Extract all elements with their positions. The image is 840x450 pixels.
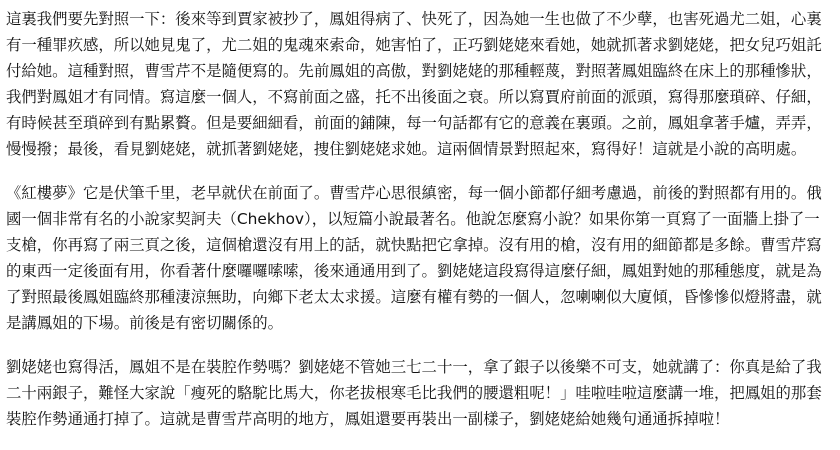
article-body (6, 6, 832, 446)
text-line: 付給她。這種對照，曹雪芹不是隨便寫的。先前鳳姐的高傲，對劉姥姥的那種輕蔑，對照著鳳姐臨終在床上的那種慘狀， (6, 62, 822, 80)
text-line: 二十兩銀子，難怪大家說「瘦死的駱駝比馬大，你老拔根寒毛比我們的腰還粗呢！」哇啦哇啦這麼講一堆，把鳳姐的那套 (6, 384, 822, 402)
text-line: 是講鳳姐的下場。前後是有密切關係的。 (6, 314, 284, 332)
text-line: 慢慢撥；最後，看見劉姥姥，就抓著劉姥姥，捜住劉姥姥求她。這兩個情景對照起來，寫得好！這就是小說的高明處。 (6, 140, 807, 158)
text-line: 裝腔作勢通通打掉了。這就是曹雪芹高明的地方，鳳姐還要再裝出一副樣子，劉姥姥給她幾句通通拆掉啦！ (6, 410, 730, 428)
text-line: 支槍，你再寫了兩三頁之後，這個槍還沒有用上的話，就快點把它拿掉。沒有用的槍，沒有用的細節都是多餘。曹雪芹寫 (6, 236, 822, 254)
paragraph-2 (6, 180, 832, 336)
paragraph-spacer (6, 336, 832, 354)
paragraph-3 (6, 354, 832, 432)
paragraph-1 (6, 6, 832, 162)
text-line: 國一個非常有名的小說家契訶夫（Chekhov），以短篇小說最著名。他說怎麼寫小說？如果你第一頁寫了一面牆上掛了一 (6, 210, 820, 228)
text-line: 有一種罪疚感，所以她見鬼了，尤二姐的鬼魂來索命，她害怕了，正巧劉姥姥來看她，她就抓著求劉姥姥，把女兒巧姐託 (6, 36, 822, 54)
text-line: 的東西一定後面有用，你看著什麼囉囉嗦嗦，後來通通用到了。劉姥姥這段寫得這麼仔細，鳳姐對她的那種態度，就是為 (6, 262, 822, 280)
paragraph-spacer (6, 162, 832, 180)
text-line: 有時候甚至瑣碎到有點累贅。但是要細細看，前面的鋪陳，每一句話都有它的意義在裏頭。之前，鳳姐拿著手爐，弄弄， (6, 114, 822, 132)
text-line: 《紅樓夢》它是伏筆千里，老早就伏在前面了。曹雪芹心思很縝密，每一個小節都仔細考慮過，前後的對照都有用的。俄 (6, 184, 822, 202)
text-line: 劉姥姥也寫得活，鳳姐不是在裝腔作勢嗎？劉姥姥不管她三七二十一，拿了銀子以後樂不可支，她就講了：你真是給了我 (6, 358, 822, 376)
text-line: 了對照最後鳳姐臨終那種淒涼無助，向鄉下老太太求援。這麼有權有勢的一個人，忽喇喇似大廈傾，昏慘慘似燈將盡，就 (6, 288, 822, 306)
text-line: 我們對鳳姐才有同情。寫這麼一個人，不寫前面之盛，托不出後面之衰。所以寫賈府前面的派頭，寫得那麼瑣碎、仔細， (6, 88, 822, 106)
text-line: 這裏我們要先對照一下：後來等到賈家被抄了，鳳姐得病了、快死了，因為她一生也做了不少孽，也害死過尤二姐，心裏 (6, 10, 822, 28)
